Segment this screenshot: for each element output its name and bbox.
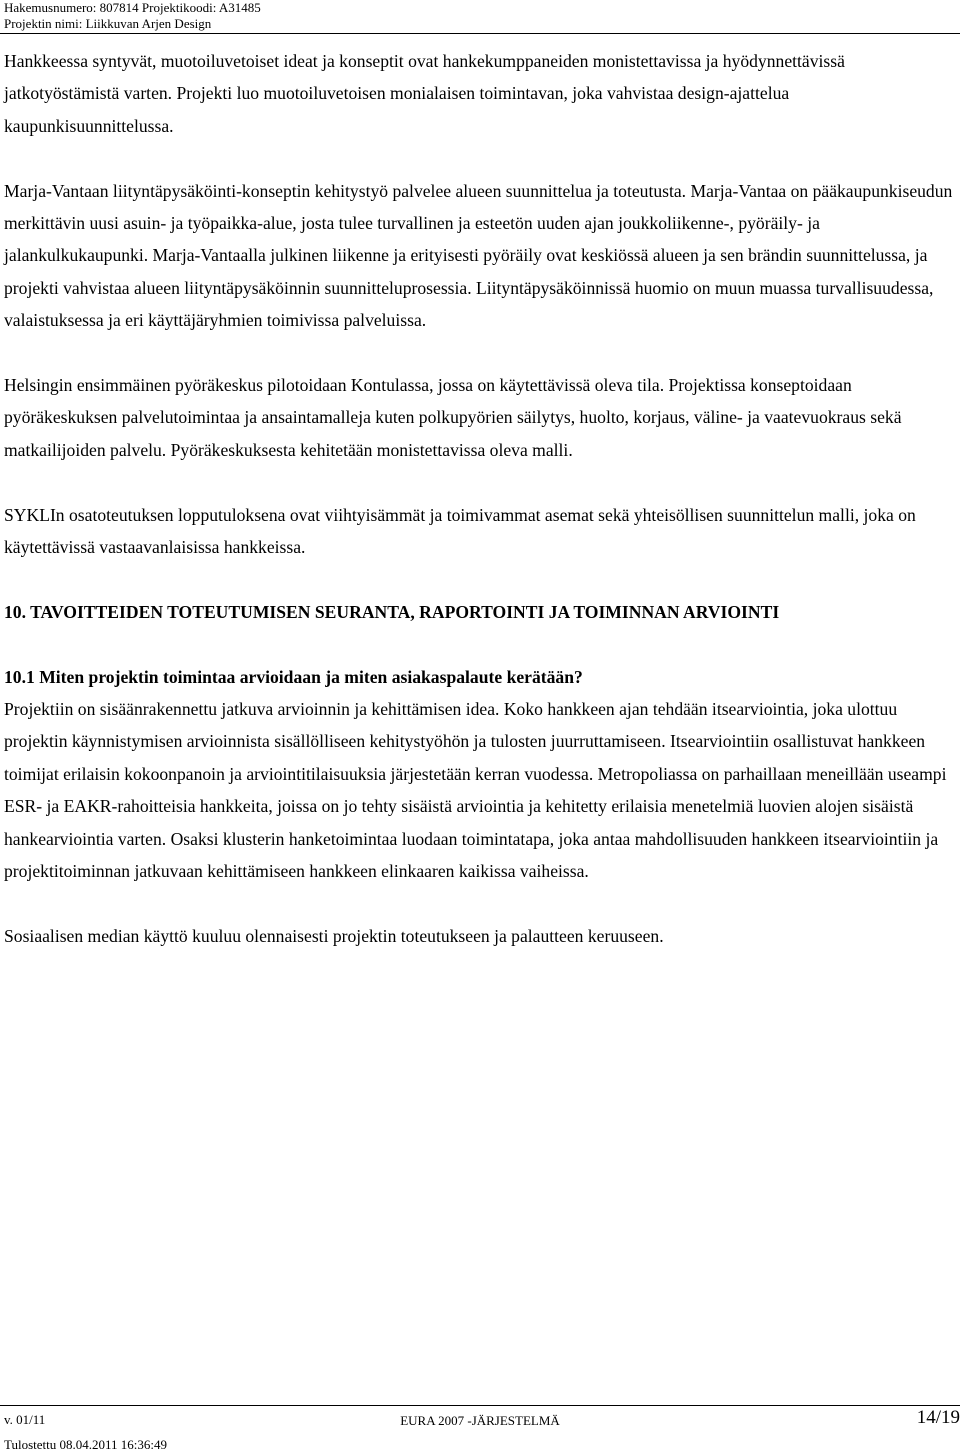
header-divider — [0, 33, 960, 34]
project-name-line: Projektin nimi: Liikkuvan Arjen Design — [4, 16, 212, 31]
document-body — [4, 45, 954, 985]
paragraph-evaluation: Projektiin on sisäänrakennettu jatkuva arvioinnin ja kehittämisen idea. Koko hankkeen ajan tehdään itsearviointia, joka ulottuu projektin käynnistymisen arvioinnista sisällölliseen kehitystyöhön ja tulosten juurruttamiseen. Itsearviointiin osallistuvat hankkeen toimijat erilaisin kokoonpanoin ja arviointitilaisuuksia järjestetään kerran vuodessa. Metropoliassa on parhaillaan meneillään useampi ESR- ja EAKR-rahoitteisia hankkeita, joissa on jo tehty sisäistä arviointia ja kehitetty erilaisia menetelmiä luovien alojen sisäistä hankearviointia varten. Osaksi klusterin hanketoimintaa luodaan toimintatapa, joka antaa mahdollisuuden hankkeen itsearviointiin ja projektitoiminnan jatkuvaan kehittämiseen hankkeen elinkaaren kaikissa vaiheissa. — [4, 699, 947, 882]
paragraph-marja-vantaa: Marja-Vantaan liityntäpysäköinti-konseptin kehitystyö palvelee alueen suunnittelua ja toteutusta. Marja-Vantaa on pääkaupunkiseudun merkittävin uusi asuin- ja työpaikka-alue, josta tulee turvallinen ja esteetön uuden ajan joukkoliikenne-, pyöräily- ja jalankulkukaupunki. Marja-Vantaalla julkinen liikenne ja erityisesti pyöräily ovat keskiössä alueen ja sen brändin suunnittelussa, ja projekti vahvistaa alueen liityntäpysäköinnin suunnitteluprosessia. Liityntäpysäköinnissä huomio on muun muassa turvallisuudessa, valaistuksessa ja eri käyttäjäryhmien toimivissa palveluissa. — [4, 180, 953, 331]
paragraph-sykli: SYKLIn osatoteutuksen lopputuloksena ovat viihtyisämmät ja toimivammat asemat sekä yhteisöllisen suunnittelun malli, joka on käytettävissä vastaavanlaisissa hankkeissa. — [4, 504, 916, 558]
paragraph-design-concepts: Hankkeessa syntyvät, muotoiluvetoiset ideat ja konseptit ovat hankekumppaneiden monistettavissa ja hyödynnettävissä jatkotyöstämistä varten. Projekti luo muotoiluvetoisen monialaisen toimintavan, joka vahvistaa design-ajattelua kaupunkisuunnittelussa. — [4, 51, 845, 136]
paragraph-bike-center: Helsingin ensimmäinen pyöräkeskus pilotoidaan Kontulassa, jossa on käytettävissä oleva tila. Projektissa konseptoidaan pyöräkeskuksen palvelutoimintaa ja ansaintamalleja kuten polkupyörien säilytys, huolto, korjaus, väline- ja vaatevuokraus sekä matkailijoiden palvelu. Pyöräkeskuksesta kehitetään monistettavissa oleva malli. — [4, 375, 902, 460]
footer-system-name: EURA 2007 -JÄRJESTELMÄ — [400, 1413, 560, 1428]
footer-divider — [0, 1405, 960, 1406]
section-heading-10-1: 10.1 Miten projektin toimintaa arvioidaan ja miten asiakaspalaute kerätään? — [4, 666, 583, 687]
document-header — [4, 0, 261, 32]
section-heading-10: 10. TAVOITTEIDEN TOTEUTUMISEN SEURANTA, RAPORTOINTI JA TOIMINNAN ARVIOINTI — [4, 601, 780, 622]
paragraph-social-media: Sosiaalisen median käyttö kuuluu olennaisesti projektin toteutukseen ja palautteen keruuseen. — [4, 925, 664, 946]
application-code-line: Hakemusnumero: 807814 Projektikoodi: A31485 — [4, 0, 261, 15]
page-number: 14/19 — [916, 1407, 960, 1428]
footer-version: v. 01/11 — [4, 1412, 46, 1427]
print-timestamp: Tulostettu 08.04.2011 16:36:49 — [4, 1437, 168, 1452]
